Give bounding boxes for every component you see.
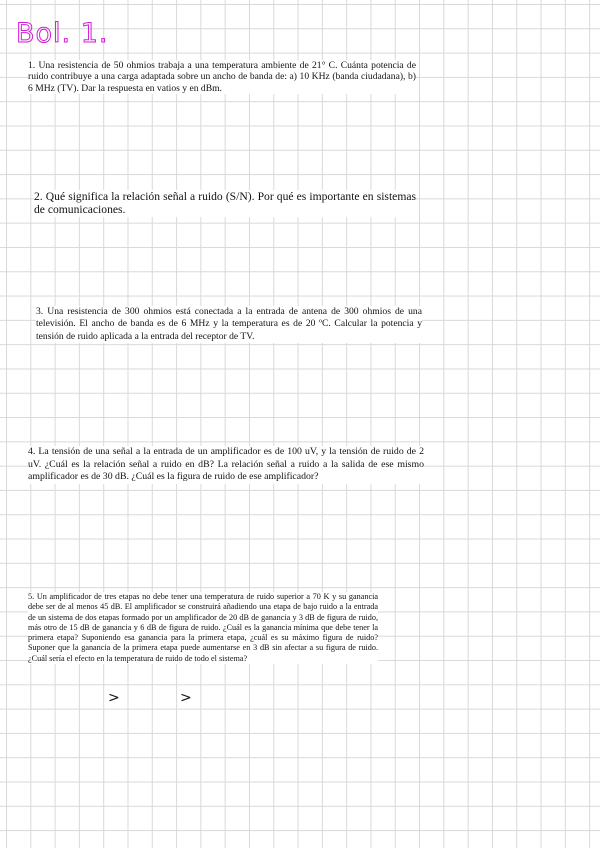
question-3: 3. Una resistencia de 300 ohmios está conectada a la entrada de antena de 300 ohmios de una televisión. El ancho de banda es de 6 MHz y la temperatura es de 20 ºC. Calcular la potencia y tensión de ruido aplicada a la entrada del receptor de TV. (36, 306, 422, 342)
question-2: 2. Qué significa la relación señal a ruido (S/N). Por qué es importante en sistemas de comunicaciones. (34, 190, 416, 217)
arrow-mark-2: > (180, 690, 192, 706)
question-4: 4. La tensión de una señal a la entrada de un amplificador es de 100 uV, y la tensión de ruido de 2 uV. ¿Cuál es la relación señal a ruido en dB? La relación señal a ruido a la salida de ese mismo amplificador es de 30 dB. ¿Cuál es la figura de ruido de ese amplificador? (28, 446, 424, 483)
arrow-mark-1: > (108, 690, 120, 706)
page-title: Bol. 1. (16, 18, 109, 49)
question-5: 5. Un amplificador de tres etapas no debe tener una temperatura de ruido superior a 70 K y su ganancia debe ser de al menos 45 dB. El amplificador se construirá añadiendo una etapa de bajo ruido a la entrada de un sistema de dos etapas formado por un amplificador de 20 dB de ganancia y 3 dB de figura de ruido, más otro de 15 dB de ganancia y 6 dB de figura de ruido. ¿Cuál es la ganancia mínima que debe tener la primera etapa? Suponiendo esa ganancia para la primera etapa, ¿cuál es su máximo figura de ruido? Suponer que la ganancia de la primera etapa puede aumentarse en 3 dB sin afectar a su figura de ruido. ¿Cuál sería el efecto en la temperatura de ruido de todo el sistema? (28, 592, 378, 663)
question-1: 1. Una resistencia de 50 ohmios trabaja a una temperatura ambiente de 21° C. Cuánta potencia de ruido contribuye a una carga adaptada sobre un ancho de banda de: a) 10 KHz (banda ciudadana), b) 6 MHz (TV). Dar la respuesta en vatios y en dBm. (28, 60, 416, 94)
